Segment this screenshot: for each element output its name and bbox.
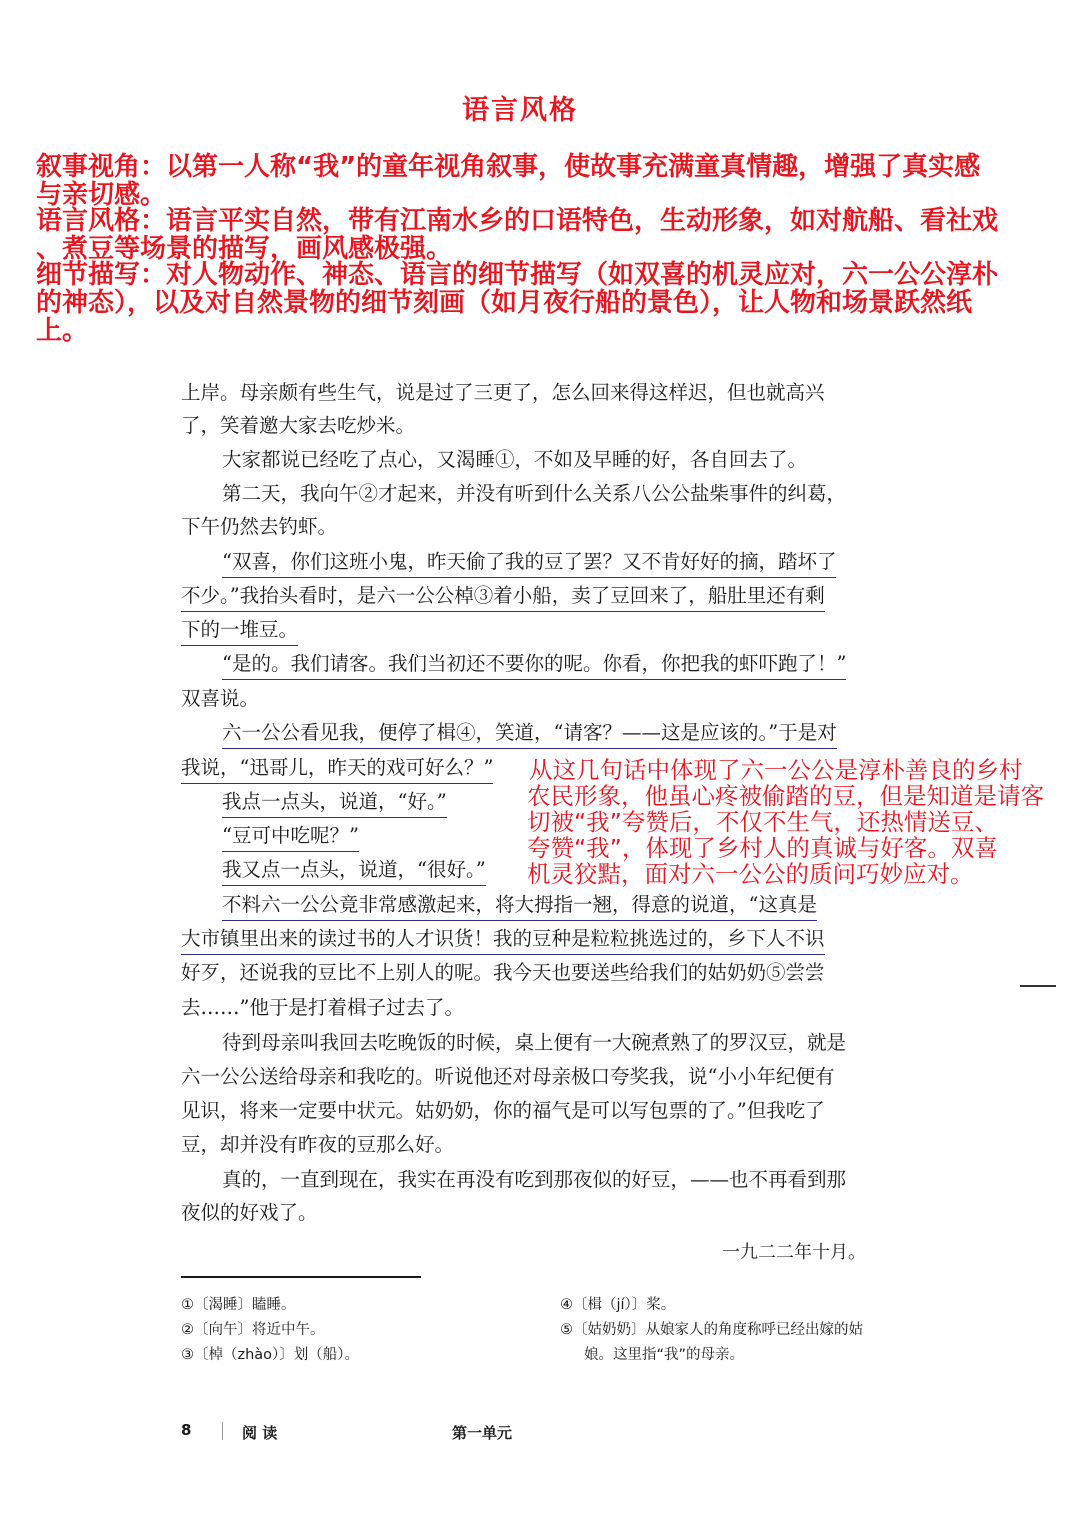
text-line: 下的一堆豆。 [181, 617, 298, 646]
text-line: 双喜说。 [181, 687, 260, 710]
text-line: 六一公公送给母亲和我吃的。听说他还对母亲极口夸奖我，说“小小年纪便有 [181, 1065, 835, 1088]
footnote: ③〔棹（zhào）〕划（船）。 [181, 1347, 360, 1363]
text-line: “是的。我们请客。我们当初还不要你的呢。你看，你把我的虾吓跑了！” [222, 651, 846, 680]
text-line: 六一公公看见我，便停了楫④，笑道，“请客？——这是应该的。”于是对 [222, 720, 837, 749]
side-note-line: 切被“我”夸赞后，不仅不生气，还热情送豆、 [527, 808, 998, 836]
annotation-line: 与亲切感。 [36, 180, 167, 210]
annotation-line: 的神态），以及对自然景物的细节刻画（如月夜行船的景色），让人物和场景跃然纸 [36, 288, 973, 318]
footer-divider [222, 1422, 223, 1440]
text-line: 大家都说已经吃了点心，又渴睡①，不如及早睡的好，各自回去了。 [222, 448, 808, 471]
text-line: 我点一点头，说道，“好。” [222, 789, 447, 818]
annotation-line: 细节描写：对人物动作、神态、语言的细节描写（如双喜的机灵应对，六一公公淳朴 [36, 260, 999, 290]
text-line: 上岸。母亲颇有些生气，说是过了三更了，怎么回来得这样迟，但也就高兴 [181, 381, 825, 404]
annotation-title: 语言风格 [462, 95, 578, 126]
side-note-line: 农民形象，他虽心疼被偷踏的豆，但是知道是请客 [527, 782, 1044, 810]
page-number: 8 [181, 1421, 192, 1439]
text-line: 大市镇里出来的读过书的人才识货！我的豆种是粒粒挑选过的，乡下人不识 [181, 926, 825, 955]
text-line: 豆，却并没有昨夜的豆那么好。 [181, 1133, 455, 1156]
footer-unit: 第一单元 [452, 1424, 513, 1442]
text-line: 下午仍然去钓虾。 [181, 515, 338, 538]
annotation-line: 上。 [36, 316, 89, 346]
text-line: 好歹，还说我的豆比不上别人的呢。我今天也要送些给我们的姑奶奶⑤尝尝 [181, 961, 825, 984]
footnote: ④〔楫（jí）〕桨。 [560, 1297, 676, 1313]
text-line: 见识，将来一定要中状元。姑奶奶，你的福气是可以写包票的了。”但我吃了 [181, 1099, 825, 1122]
text-line: “豆可中吃呢？” [222, 823, 359, 852]
footer-section: 阅 读 [242, 1424, 278, 1442]
footnote: ②〔向午〕将近中午。 [181, 1322, 325, 1338]
text-line: 了，笑着邀大家去吃炒米。 [181, 414, 416, 437]
annotation-line: 、煮豆等场景的描写，画风感极强。 [36, 234, 453, 264]
text-line: 夜似的好戏了。 [181, 1201, 318, 1224]
text-line: 不料六一公公竟非常感激起来，将大拇指一翘，得意的说道，“这真是 [222, 892, 817, 921]
text-line: 待到母亲叫我回去吃晚饭的时候，桌上便有一大碗煮熟了的罗汉豆，就是 [222, 1031, 847, 1054]
text-line: “双喜，你们这班小鬼，昨天偷了我的豆了罢？又不肯好好的摘，踏坏了 [222, 549, 836, 578]
text-line: 我说，“迅哥儿，昨天的戏可好么？” [181, 755, 493, 784]
footnote: ⑤〔姑奶奶〕从娘家人的角度称呼已经出嫁的姑 [560, 1322, 863, 1338]
date-line: 一九二二年十月。 [722, 1242, 866, 1263]
text-line: 我又点一点头，说道，“很好。” [222, 857, 486, 886]
text-line: 去……”他于是打着楫子过去了。 [181, 996, 464, 1019]
side-note-line: 机灵狡黠，面对六一公公的质问巧妙应对。 [527, 860, 974, 888]
annotation-line: 叙事视角：以第一人称“我”的童年视角叙事，使故事充满童真情趣，增强了真实感 [36, 152, 981, 182]
margin-mark [1020, 985, 1056, 987]
side-note-line: 从这几句话中体现了六一公公是淳朴善良的乡村 [529, 756, 1023, 784]
side-note-line: 夸赞“我”，体现了乡村人的真诚与好客。双喜 [527, 834, 998, 862]
text-line: 第二天，我向午②才起来，并没有听到什么关系八公公盐柴事件的纠葛， [222, 482, 847, 505]
text-line: 真的，一直到现在，我实在再没有吃到那夜似的好豆，——也不再看到那 [222, 1168, 847, 1191]
footnote: ①〔渴睡〕瞌睡。 [181, 1297, 296, 1313]
text-line: 不少。”我抬头看时，是六一公公棹③着小船，卖了豆回来了，船肚里还有剩 [181, 583, 825, 612]
footnote: 娘。这里指“我”的母亲。 [584, 1347, 745, 1363]
annotation-line: 语言风格：语言平实自然，带有江南水乡的口语特色，生动形象，如对航船、看社戏 [36, 206, 999, 236]
footnote-divider [181, 1276, 421, 1278]
